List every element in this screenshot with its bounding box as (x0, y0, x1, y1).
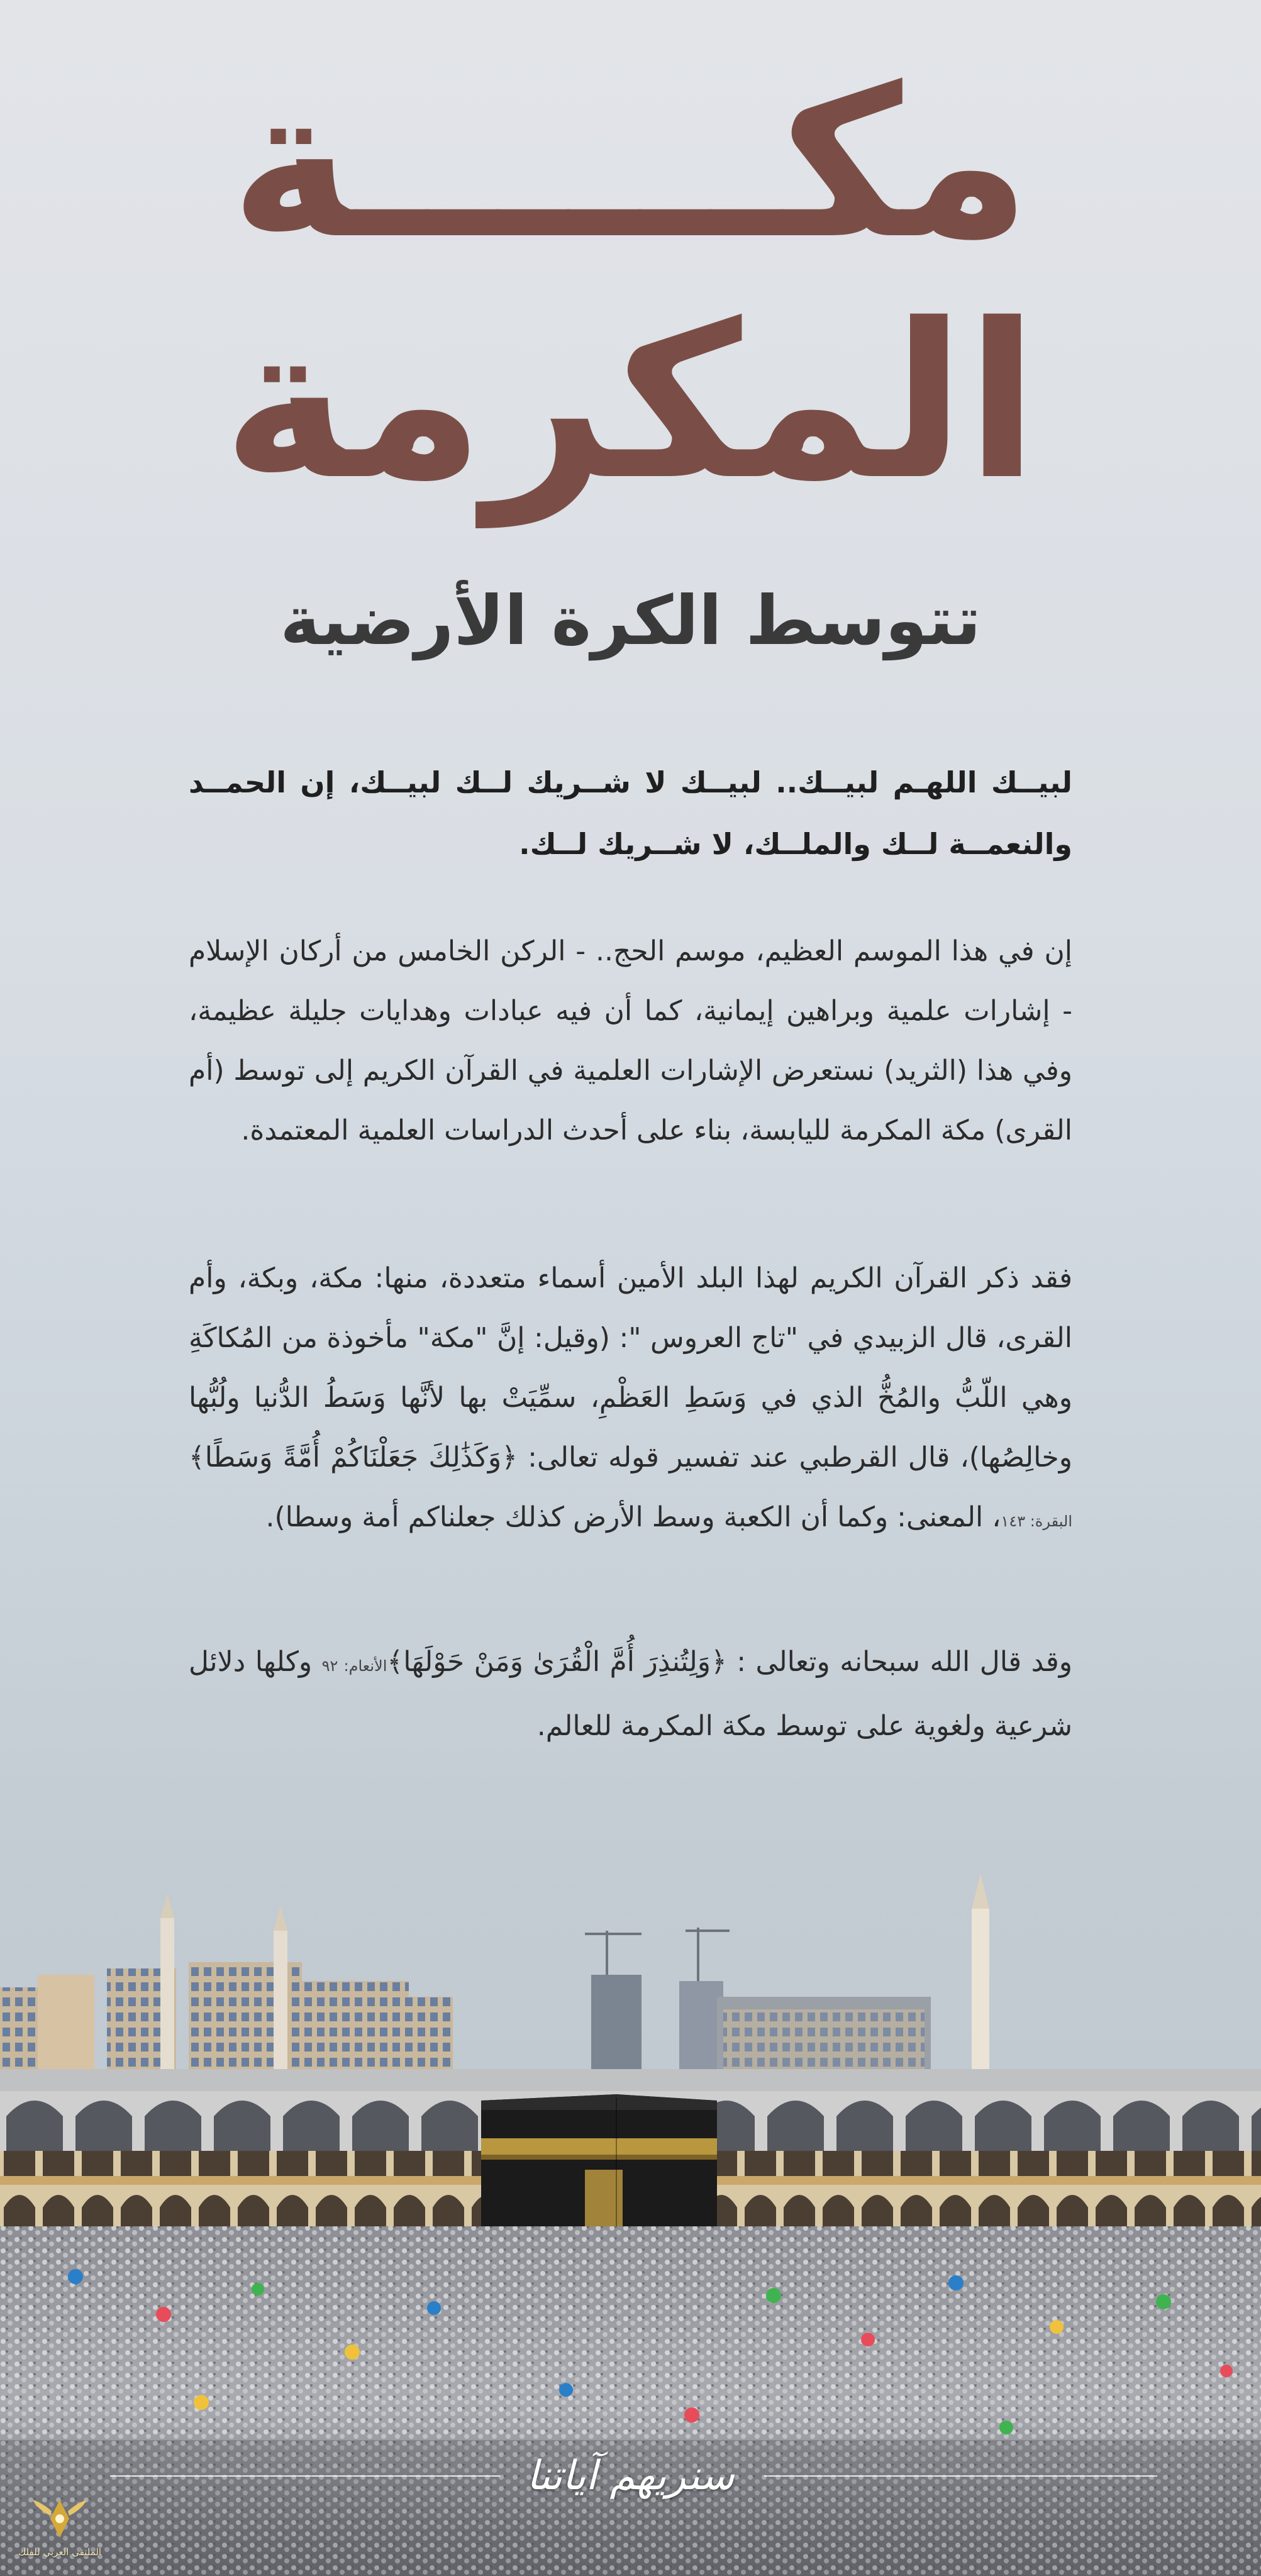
talbiya-text: لبيــك اللهـم لبيــك.. لبيــك لا شــريك لــك لبيــك، إن الحمــد والنعمــة لــك والملــك، لا شــريك لــك. (189, 765, 1072, 861)
paragraph-names-tail: ، المعنى: وكما أن الكعبة وسط الأرض كذلك جعلناكم أمة وسطا). (265, 1501, 1001, 1533)
paragraph-umm-al-qura (189, 1632, 1072, 1756)
paragraph-names-text: فقد ذكر القرآن الكريم لهذا البلد الأمين أسماء متعددة، منها: مكة، وبكة، وأم القرى، قال الزبيدي في "تاج العروس ": (وقيل: إنَّ "مكة" مأخوذة من المُكاكَةِ وهي اللّبُّ والمُخُّ الذي في وَسَطِ العَظْمِ، سمِّيَتْ بها لأنَّها وَسَطُ الدُّنيا ولُبُّها وخالِصُها)، قال القرطبي عند تفسير قوله تعالى: ﴿وَكَذَٰلِكَ جَعَلْنَاكُمْ أُمَّةً وَسَطًا﴾ (189, 1262, 1072, 1474)
quran-reference-baqarah: البقرة: ١٤٣ (1001, 1513, 1072, 1530)
winged-emblem-icon (31, 2494, 88, 2544)
paragraph-umm-tail: وكلها دلائل شرعية ولغوية على توسط مكة المكرمة للعالم. (189, 1646, 1072, 1742)
paragraph-names-of-makkah (189, 1248, 1072, 1552)
paragraph-intro: إن في هذا الموسم العظيم، موسم الحج.. - الركن الخامس من أركان الإسلام - إشارات علمية وبراهين إيمانية، كما أن فيه عبادات وهدايات جليلة عظيمة، وفي هذا (الثريد) نستعرض الإشارات العلمية في القرآن الكريم إلى توسط (أم القرى) مكة المكرمة لليابسة، بناء على أحدث الدراسات العلمية المعتمدة. (189, 935, 1072, 1146)
page-title-line-1: مكــــــة (230, 43, 1031, 284)
paragraph-umm-text: وقد قال الله سبحانه وتعالى : ﴿وَلِتُنذِرَ أُمَّ الْقُرَىٰ وَمَنْ حَوْلَهَا﴾ (387, 1646, 1072, 1678)
mosque-roof (0, 2069, 1261, 2094)
page-title-line-2: المكرمة (222, 278, 1039, 527)
page-subtitle: تتوسط الكرة الأرضية (280, 582, 981, 660)
logo-caption: الملتقى العربي للفلك (18, 2546, 102, 2558)
astronomy-society-logo (13, 2494, 107, 2569)
quran-reference-anam: الأنعام: ٩٢ (321, 1657, 387, 1675)
footer-slogan: سنريهم آياتنا (526, 2453, 735, 2499)
